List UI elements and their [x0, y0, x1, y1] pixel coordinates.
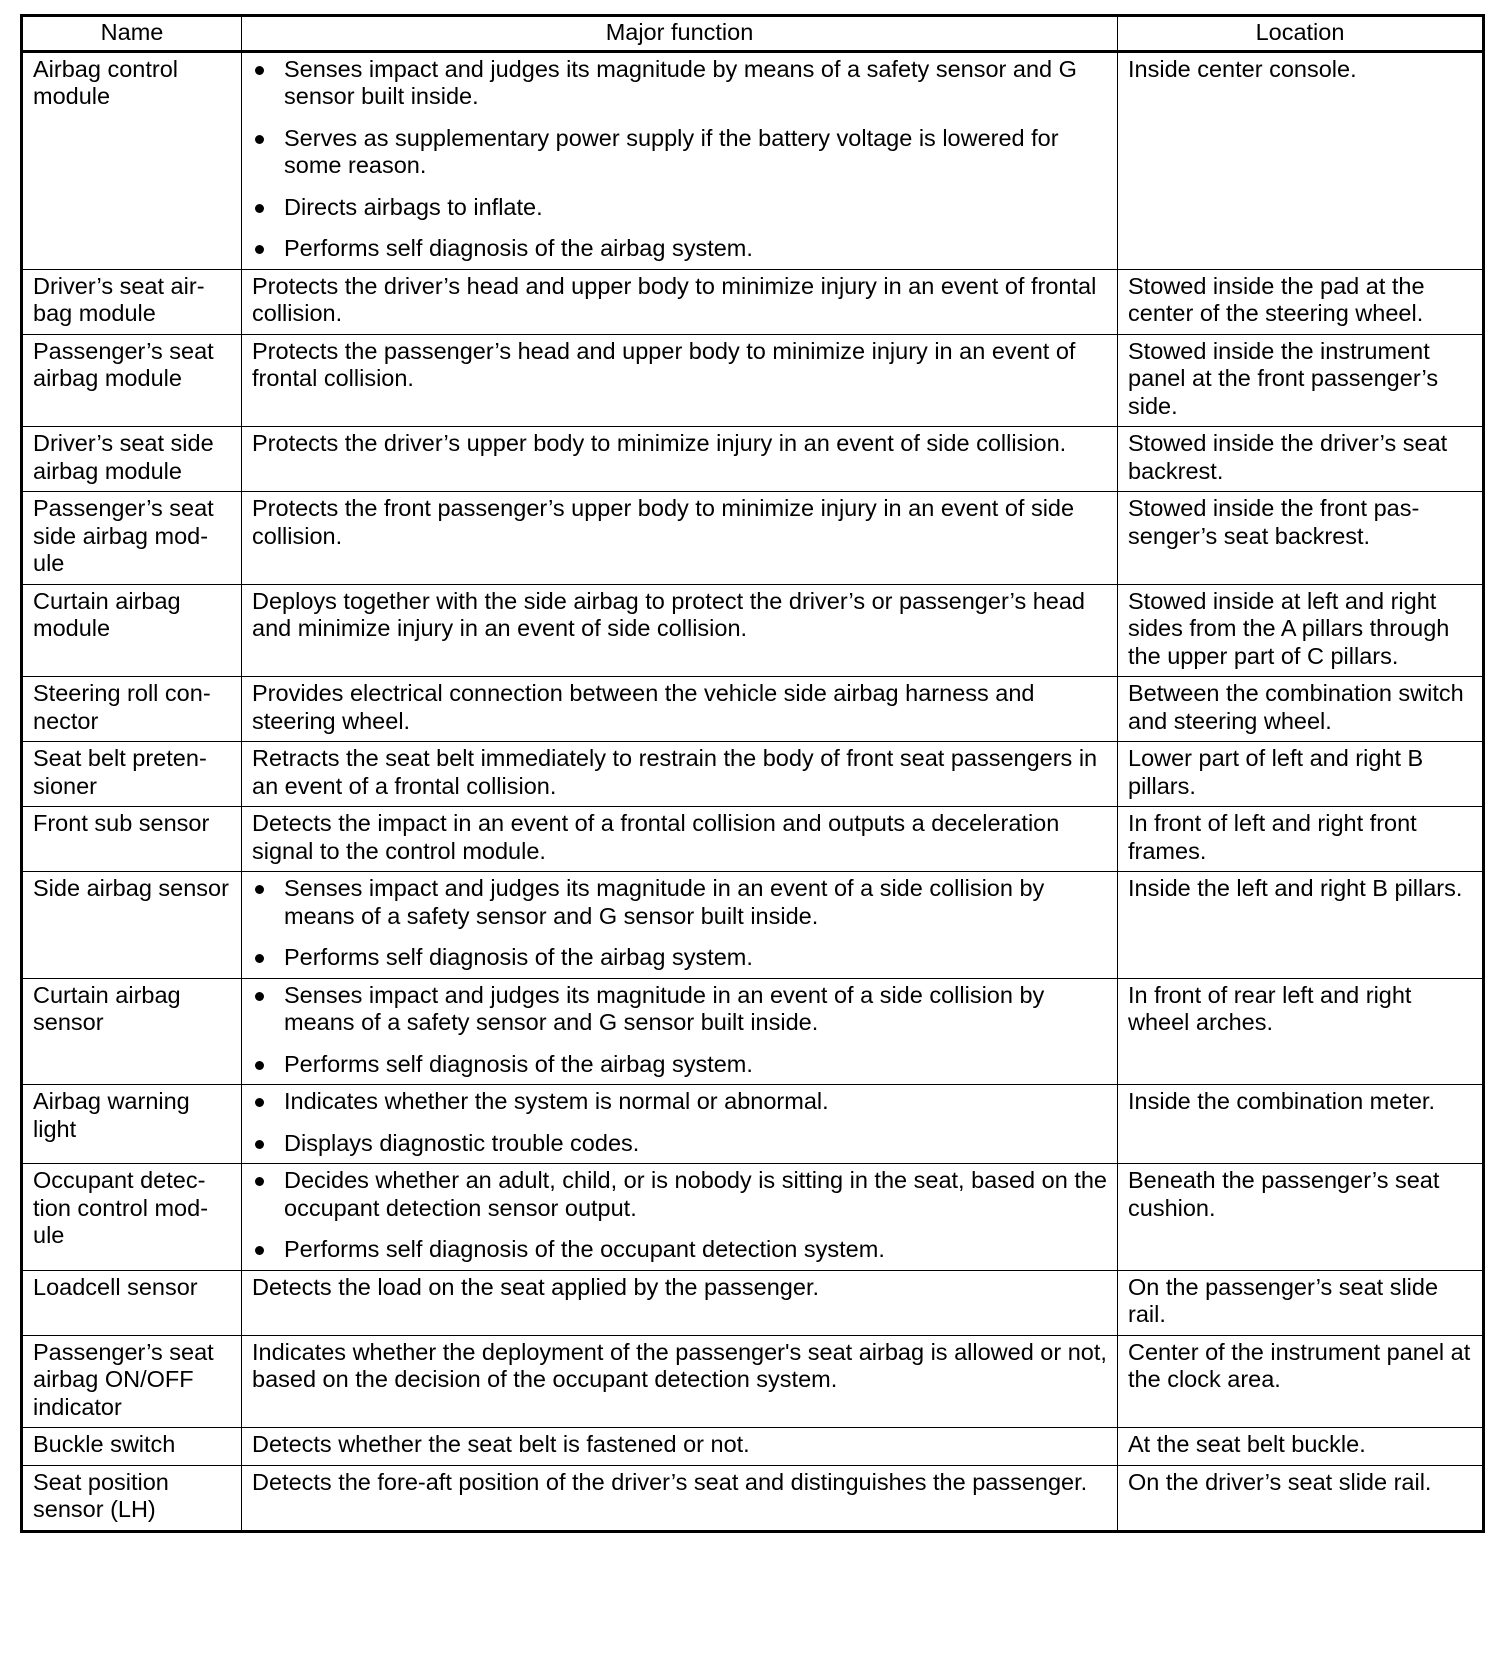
- component-function-table: [20, 14, 1485, 1533]
- table-row: [22, 1428, 1484, 1466]
- function-bullet: Performs self diagnosis of the airbag system.: [252, 944, 1107, 972]
- component-location: Stowed inside at left and right sides from the A pillars through the upper part of C pillars.: [1118, 584, 1484, 677]
- table-row: [22, 427, 1484, 492]
- major-function: Detects whether the seat belt is fastened or not.: [242, 1428, 1118, 1466]
- major-function: [242, 872, 1118, 979]
- component-location: Inside center console.: [1118, 51, 1484, 269]
- component-name: Occupant detection control module: [22, 1164, 242, 1271]
- table-row: [22, 1164, 1484, 1271]
- component-name: Passenger’s seat airbag module: [22, 334, 242, 427]
- function-bullet-list: [252, 1167, 1107, 1264]
- major-function: Retracts the seat belt immediately to restrain the body of front seat passengers in an event of a frontal collision.: [242, 742, 1118, 807]
- component-location: In front of left and right front frames.: [1118, 807, 1484, 872]
- function-bullet: Indicates whether the system is normal or abnormal.: [252, 1088, 1107, 1116]
- function-bullet: Performs self diagnosis of the airbag system.: [252, 235, 1107, 263]
- header-row: [22, 16, 1484, 52]
- component-location: Stowed inside the driver’s seat backrest.: [1118, 427, 1484, 492]
- function-bullet-list: [252, 875, 1107, 972]
- component-name: Curtain airbag sensor: [22, 978, 242, 1085]
- function-bullet: Performs self diagnosis of the airbag system.: [252, 1051, 1107, 1079]
- major-function: Detects the impact in an event of a frontal collision and outputs a deceleration signal to the control module.: [242, 807, 1118, 872]
- function-bullet: Directs airbags to inflate.: [252, 194, 1107, 222]
- table-row: [22, 1465, 1484, 1531]
- component-name: Side airbag sensor: [22, 872, 242, 979]
- table-row: [22, 1085, 1484, 1164]
- major-function: Indicates whether the deployment of the passenger's seat airbag is allowed or not, based on the decision of the occupant detection system.: [242, 1335, 1118, 1428]
- component-name: Steering roll connector: [22, 677, 242, 742]
- document-page: [20, 14, 1482, 1533]
- component-location: Between the combination switch and steering wheel.: [1118, 677, 1484, 742]
- component-name: Curtain airbag module: [22, 584, 242, 677]
- component-location: Stowed inside the pad at the center of the steering wheel.: [1118, 269, 1484, 334]
- component-name: Driver’s seat side airbag module: [22, 427, 242, 492]
- component-location: Center of the instrument panel at the clock area.: [1118, 1335, 1484, 1428]
- major-function: Detects the fore-aft position of the driver’s seat and distinguishes the passenger.: [242, 1465, 1118, 1531]
- table-body: [22, 51, 1484, 1531]
- table-row: [22, 492, 1484, 585]
- component-name: Seat position sensor (LH): [22, 1465, 242, 1531]
- component-location: At the seat belt buckle.: [1118, 1428, 1484, 1466]
- table-row: [22, 1270, 1484, 1335]
- major-function: Protects the passenger’s head and upper body to minimize injury in an event of frontal collision.: [242, 334, 1118, 427]
- table-row: [22, 872, 1484, 979]
- function-bullet: Displays diagnostic trouble codes.: [252, 1130, 1107, 1158]
- component-location: In front of rear left and right wheel arches.: [1118, 978, 1484, 1085]
- major-function: Provides electrical connection between the vehicle side airbag harness and steering wheel.: [242, 677, 1118, 742]
- major-function: Deploys together with the side airbag to protect the driver’s or passenger’s head and minimize injury in an event of side collision.: [242, 584, 1118, 677]
- table-row: [22, 677, 1484, 742]
- component-location: Beneath the passenger’s seat cushion.: [1118, 1164, 1484, 1271]
- table-row: [22, 978, 1484, 1085]
- function-bullet: Senses impact and judges its magnitude in an event of a side collision by means of a safety sensor and G sensor built inside.: [252, 875, 1107, 930]
- component-location: Inside the left and right B pillars.: [1118, 872, 1484, 979]
- table-row: [22, 334, 1484, 427]
- major-function: Protects the driver’s head and upper body to minimize injury in an event of frontal collision.: [242, 269, 1118, 334]
- column-header-location: Location: [1118, 16, 1484, 52]
- component-name: Passenger’s seat airbag ON/OFF indicator: [22, 1335, 242, 1428]
- component-location: Lower part of left and right B pillars.: [1118, 742, 1484, 807]
- component-name: Passenger’s seat side airbag module: [22, 492, 242, 585]
- component-name: Airbag warning light: [22, 1085, 242, 1164]
- table-row: [22, 807, 1484, 872]
- component-location: Inside the combination meter.: [1118, 1085, 1484, 1164]
- table-header: [22, 16, 1484, 52]
- column-header-major-function: Major function: [242, 16, 1118, 52]
- major-function: Protects the driver’s upper body to minimize injury in an event of side collision.: [242, 427, 1118, 492]
- function-bullet: Decides whether an adult, child, or is nobody is sitting in the seat, based on the occupant detection sensor output.: [252, 1167, 1107, 1222]
- component-location: Stowed inside the front passenger’s seat backrest.: [1118, 492, 1484, 585]
- major-function: Protects the front passenger’s upper body to minimize injury in an event of side collision.: [242, 492, 1118, 585]
- function-bullet-list: [252, 1088, 1107, 1157]
- component-location: Stowed inside the instrument panel at the front passenger’s side.: [1118, 334, 1484, 427]
- table-row: [22, 51, 1484, 269]
- component-name: Loadcell sensor: [22, 1270, 242, 1335]
- major-function: [242, 51, 1118, 269]
- table-row: [22, 742, 1484, 807]
- major-function: [242, 978, 1118, 1085]
- function-bullet: Serves as supplementary power supply if the battery voltage is lowered for some reason.: [252, 125, 1107, 180]
- major-function: [242, 1085, 1118, 1164]
- table-row: [22, 584, 1484, 677]
- function-bullet-list: [252, 56, 1107, 263]
- function-bullet: Performs self diagnosis of the occupant detection system.: [252, 1236, 1107, 1264]
- component-location: On the driver’s seat slide rail.: [1118, 1465, 1484, 1531]
- function-bullet: Senses impact and judges its magnitude in an event of a side collision by means of a safety sensor and G sensor built inside.: [252, 982, 1107, 1037]
- major-function: [242, 1164, 1118, 1271]
- table-row: [22, 1335, 1484, 1428]
- table-row: [22, 269, 1484, 334]
- function-bullet-list: [252, 982, 1107, 1079]
- component-name: Front sub sensor: [22, 807, 242, 872]
- major-function: Detects the load on the seat applied by the passenger.: [242, 1270, 1118, 1335]
- component-location: On the passenger’s seat slide rail.: [1118, 1270, 1484, 1335]
- component-name: Buckle switch: [22, 1428, 242, 1466]
- component-name: Driver’s seat airbag module: [22, 269, 242, 334]
- function-bullet: Senses impact and judges its magnitude by means of a safety sensor and G sensor built inside.: [252, 56, 1107, 111]
- component-name: Seat belt pretensioner: [22, 742, 242, 807]
- column-header-name: Name: [22, 16, 242, 52]
- component-name: Airbag control module: [22, 51, 242, 269]
